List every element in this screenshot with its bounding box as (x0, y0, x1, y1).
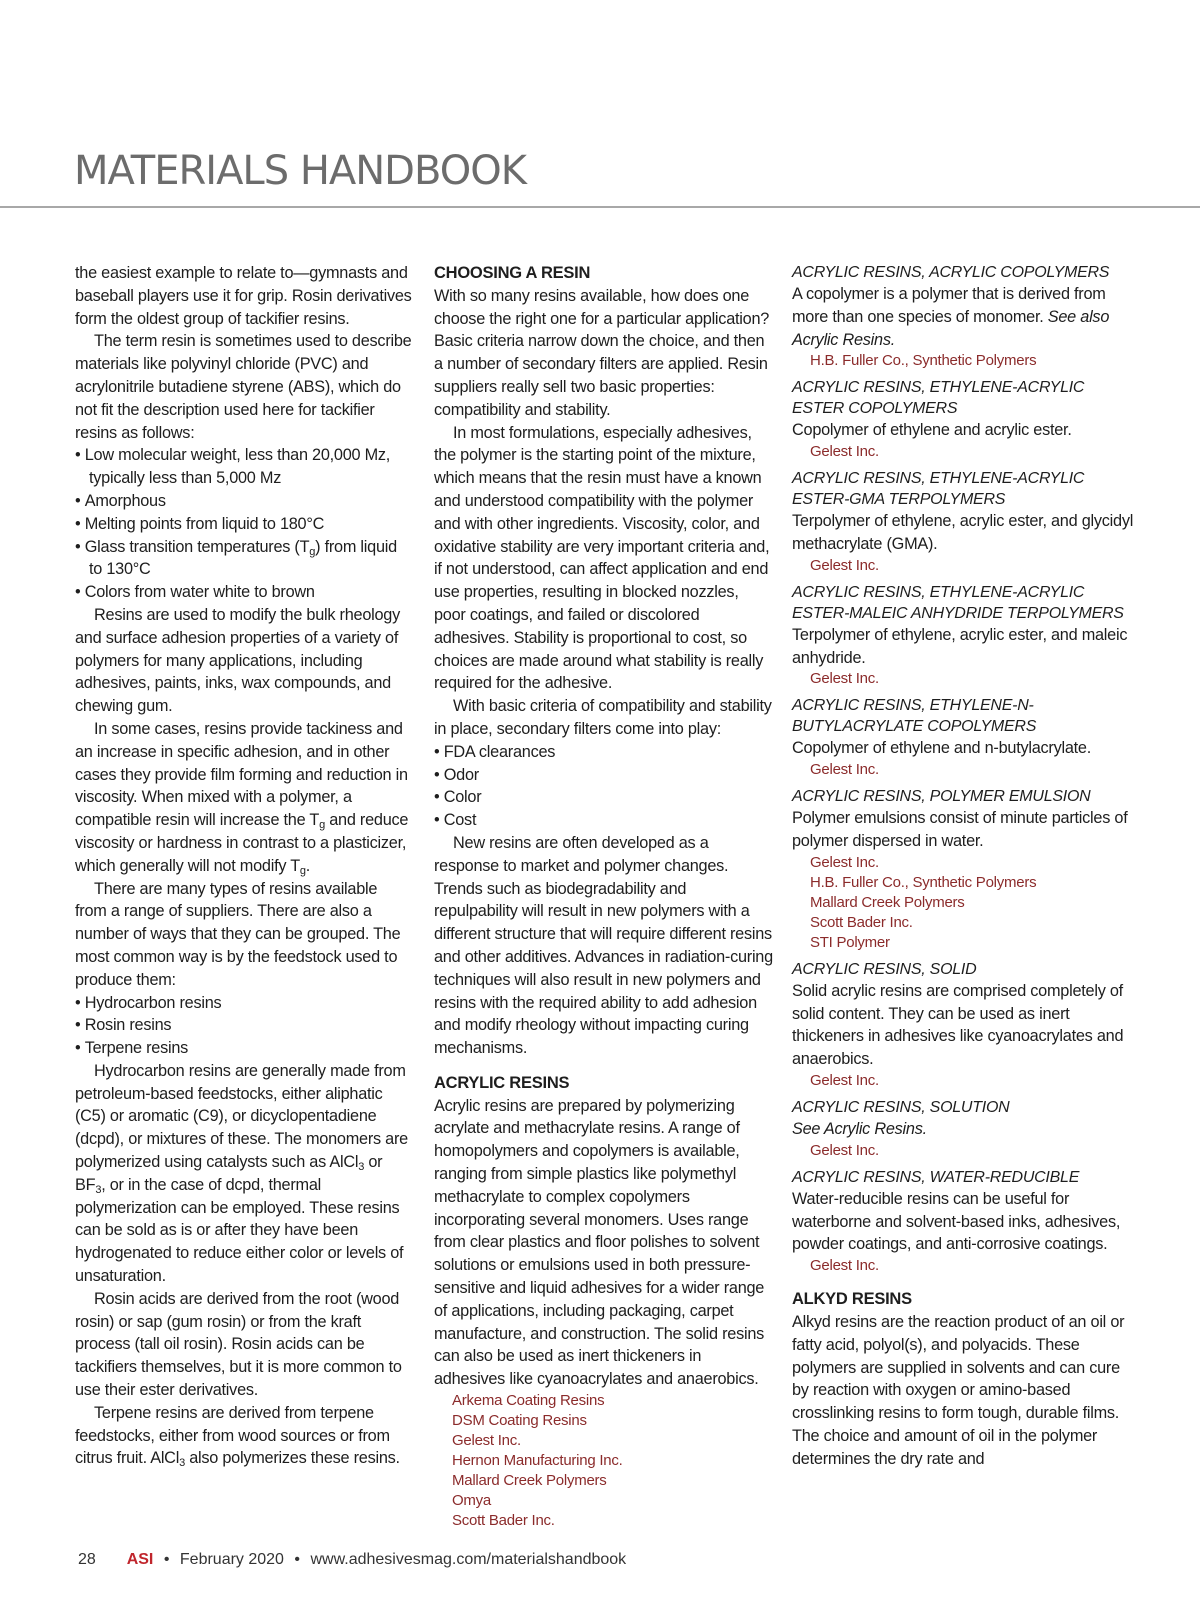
supplier-link[interactable]: Gelest Inc. (810, 1071, 879, 1089)
supplier-link[interactable]: Gelest Inc. (810, 670, 879, 688)
text-run: and reduce viscosity or hardness in contrast to a plasticizer, which generally will not modify T (75, 811, 409, 875)
paragraph: Rosin acids are derived from the root (wood rosin) or sap (gum rosin) or from the kraft process (tall oil rosin). Rosin acids can be tackifiers themselves, but it is more common to use their ester derivatives. (75, 1289, 402, 1400)
paragraph: Resins are used to modify the bulk rheology and surface adhesion properties of a variety of polymers for many applications, including adhesives, paints, inks, wax compounds, and chewing gum. (75, 605, 401, 716)
supplier-link[interactable]: H.B. Fuller Co., Synthetic Polymers (810, 873, 1037, 891)
subscript: g (299, 864, 306, 877)
supplier-link[interactable]: Gelest Inc. (810, 761, 879, 779)
bullet-item: • Rosin resins (75, 1014, 413, 1037)
supplier-link[interactable]: Omya (452, 1492, 492, 1510)
supplier-link[interactable]: Gelest Inc. (810, 853, 879, 871)
bullet-item: • Hydrocarbon resins (75, 992, 413, 1015)
section-heading: ALKYD RESINS (792, 1290, 912, 1309)
entry-title: ACRYLIC RESINS, SOLUTION (792, 1098, 1010, 1116)
supplier-link[interactable]: H.B. Fuller Co., Synthetic Polymers (810, 352, 1037, 370)
text-run: . (305, 856, 311, 875)
entry-title: ACRYLIC RESINS, POLYMER EMULSION (792, 788, 1091, 806)
subscript: 3 (358, 1161, 365, 1174)
column-2 (434, 262, 774, 1531)
text-run: Hydrocarbon resins are generally made from petroleum-based feedstocks, either aliphatic (C5) or aromatic (C9), or dicyclopentadiene (dcpd), or mixtures of these. The monomers are polymerized using catalysts such as AlCl (75, 1061, 408, 1172)
entry-title: ACRYLIC RESINS, ETHYLENE-ACRYLIC ESTER-MALEIC ANHYDRIDE TERPOLYMERS (792, 583, 1124, 622)
see-also: See also Acrylic Resins. (792, 307, 1110, 349)
entry-title: ACRYLIC RESINS, ETHYLENE-ACRYLIC ESTER-GMA TERPOLYMERS (792, 470, 1085, 509)
entry-text: Polymer emulsions consist of minute particles of polymer dispersed in water. (792, 809, 1128, 850)
subscript: g (319, 819, 325, 832)
bullet-item: • Terpene resins (75, 1037, 413, 1060)
header-divider (0, 206, 1200, 208)
supplier-link[interactable]: Arkema Coating Resins (452, 1392, 605, 1410)
text-run: A copolymer is a polymer that is derived from more than one species of monomer. (792, 285, 1106, 326)
section-heading: ACRYLIC RESINS (434, 1073, 570, 1092)
footer-separator: • (163, 1551, 170, 1568)
entry-title: ACRYLIC RESINS, SOLID (792, 960, 977, 978)
bullet-item: • Amorphous (75, 490, 413, 513)
subscript: 3 (179, 1457, 185, 1470)
bullet-item: • Color (434, 786, 774, 809)
entry-title: ACRYLIC RESINS, ETHYLENE-N-BUTYLACRYLATE COPOLYMERS (792, 697, 1037, 736)
column-1 (75, 262, 413, 1470)
brand-logo: ASI (126, 1551, 154, 1568)
website-link[interactable]: www.adhesivesmag.com/materialshandbook (310, 1551, 627, 1568)
paragraph: With basic criteria of compatibility and stability in place, secondary filters come into play: (434, 697, 772, 738)
supplier-link[interactable]: Scott Bader Inc. (452, 1512, 555, 1530)
supplier-link[interactable]: Mallard Creek Polymers (810, 893, 965, 911)
supplier-link[interactable]: DSM Coating Resins (452, 1412, 587, 1430)
paragraph: There are many types of resins available from a range of suppliers. There are also a number of ways that they can be grouped. The most common way is by the feedstock used to produce them: (75, 879, 401, 989)
paragraph: New resins are often developed as a response to market and polymer changes. Trends such as biodegradability and repulpability will result in new polymers with a different structure that will require different resins and other additives. Advances in radiation-curing techniques will also result in new polymers and resins with the required ability to add adhesion and modify rheology without impacting curing mechanisms. (434, 833, 773, 1058)
entry-text (792, 283, 1137, 351)
entry-text: Terpolymer of ethylene, acrylic ester, and maleic anhydride. (792, 625, 1128, 667)
supplier-link[interactable]: Gelest Inc. (810, 1141, 879, 1159)
bullet-item (75, 536, 413, 582)
paragraph (75, 1402, 413, 1470)
issue-date: February 2020 (179, 1551, 284, 1568)
supplier-link[interactable]: Gelest Inc. (810, 556, 879, 574)
text-run: Terpene resins are derived from terpene feedstocks, either from wood sources or from citrus fruit. AlCl (75, 1403, 390, 1468)
entry-title: ACRYLIC RESINS, ACRYLIC COPOLYMERS (792, 264, 1110, 281)
page-number: 28 (78, 1551, 96, 1568)
text-run: also polymerizes these resins. (184, 1449, 400, 1468)
page-title: MATERIALS HANDBOOK (74, 148, 526, 194)
supplier-link[interactable]: STI Polymer (810, 933, 890, 951)
paragraph (75, 1060, 413, 1288)
entry-text: Water-reducible resins can be useful for waterborne and solvent-based inks, adhesives, powder coatings, and anti-corrosive coatings. (792, 1189, 1121, 1254)
supplier-link[interactable]: Scott Bader Inc. (810, 913, 913, 931)
text-run: In some cases, resins provide tackiness and an increase in specific adhesion, and in other cases they provide film forming and reduction in viscosity. When mixed with a polymer, a compatible resin will increase the T (75, 719, 408, 830)
paragraph: the easiest example to relate to—gymnasts and baseball players use it for grip. Rosin derivatives form the oldest group of tackifier resins. (75, 264, 412, 328)
bullet-item: • Low molecular weight, less than 20,000 Mz, typically less than 5,000 Mz (75, 444, 413, 490)
text-run: ) from liquid to 130°C (89, 537, 397, 579)
supplier-link[interactable]: Mallard Creek Polymers (452, 1472, 607, 1490)
bullet-item: • Cost (434, 809, 774, 832)
paragraph: Alkyd resins are the reaction product of an oil or fatty acid, polyol(s), and polyacids. These polymers are supplied in solvents and can cure by reaction with oxygen or amino-based crosslinking resins to form tough, durable films. The choice and amount of oil in the polymer determines the dry rate and (792, 1312, 1125, 1468)
text-run: or BF (75, 1153, 383, 1194)
section-heading: CHOOSING A RESIN (434, 264, 591, 282)
column-3 (792, 262, 1137, 1471)
entry-text: Terpolymer of ethylene, acrylic ester, and glycidyl methacrylate (GMA). (792, 512, 1134, 553)
bullet-item: • Odor (434, 764, 774, 787)
paragraph: In most formulations, especially adhesives, the polymer is the starting point of the mixture, which means that the resin must have a known and understood compatibility with the polymer and with other ingredients. Viscosity, color, and oxidative stability are very important criteria and, if not understood, can affect application and end use properties, resulting in blocked nozzles, poor coatings, and failed or discolored adhesives. Stability is proportional to cost, so choices are made around what stability is really required for the adhesive. (434, 423, 770, 693)
text-run: , or in the case of dcpd, thermal polymerization can be employed. These resins can be sold as is or after they have been hydrogenated to reduce either color or levels of unsaturation. (75, 1175, 404, 1286)
bullet-item: • Colors from water white to brown (75, 581, 413, 604)
supplier-link[interactable]: Gelest Inc. (452, 1432, 521, 1450)
supplier-link[interactable]: Hernon Manufacturing Inc. (452, 1452, 623, 1470)
subscript: g (309, 545, 316, 558)
entry-text: Solid acrylic resins are comprised completely of solid content. They can be used as inert thickeners in adhesives like cyanoacrylates and anaerobics. (792, 981, 1124, 1069)
subscript: 3 (95, 1183, 102, 1196)
bullet-item: • Melting points from liquid to 180°C (75, 513, 413, 536)
entry-text: Copolymer of ethylene and n-butylacrylate. (792, 739, 1092, 758)
footer-separator: • (294, 1551, 301, 1568)
paragraph: The term resin is sometimes used to describe materials like polyvinyl chloride (PVC) and acrylonitrile butadiene styrene (ABS), which do not fit the description used here for tackifier resins as follows: (75, 332, 412, 442)
paragraph: Acrylic resins are prepared by polymerizing acrylate and methacrylate resins. A range of homopolymers and copolymers is available, ranging from simple plastics like polymethyl methacrylate to complex copolymers incorporating several monomers. Uses range from clear plastics and floor polishes to solvent solutions or emulsions used in both pressure-sensitive and liquid adhesives for a wider range of applications, including packaging, carpet manufacture, and construction. The solid resins can also be used as inert thickeners in adhesives like cyanoacrylates and anaerobics. (434, 1096, 765, 1389)
bullet-item: • FDA clearances (434, 741, 774, 764)
entry-text (792, 1118, 1137, 1141)
text-run: Glass transition temperatures (T (84, 537, 310, 556)
see-also: See Acrylic Resins. (792, 1119, 927, 1138)
supplier-link[interactable]: Gelest Inc. (810, 443, 879, 461)
paragraph (75, 718, 413, 878)
entry-title: ACRYLIC RESINS, ETHYLENE-ACRYLIC ESTER COPOLYMERS (792, 379, 1085, 418)
supplier-link[interactable]: Gelest Inc. (810, 1257, 879, 1275)
page-footer (78, 1551, 626, 1569)
entry-text: Copolymer of ethylene and acrylic ester. (792, 421, 1072, 440)
paragraph: With so many resins available, how does one choose the right one for a particular application? Basic criteria narrow down the choice, and then a number of secondary filters are applied. Resin suppliers really sell two basic properties: compatibility and stability. (434, 286, 770, 419)
entry-title: ACRYLIC RESINS, WATER-REDUCIBLE (792, 1168, 1080, 1186)
